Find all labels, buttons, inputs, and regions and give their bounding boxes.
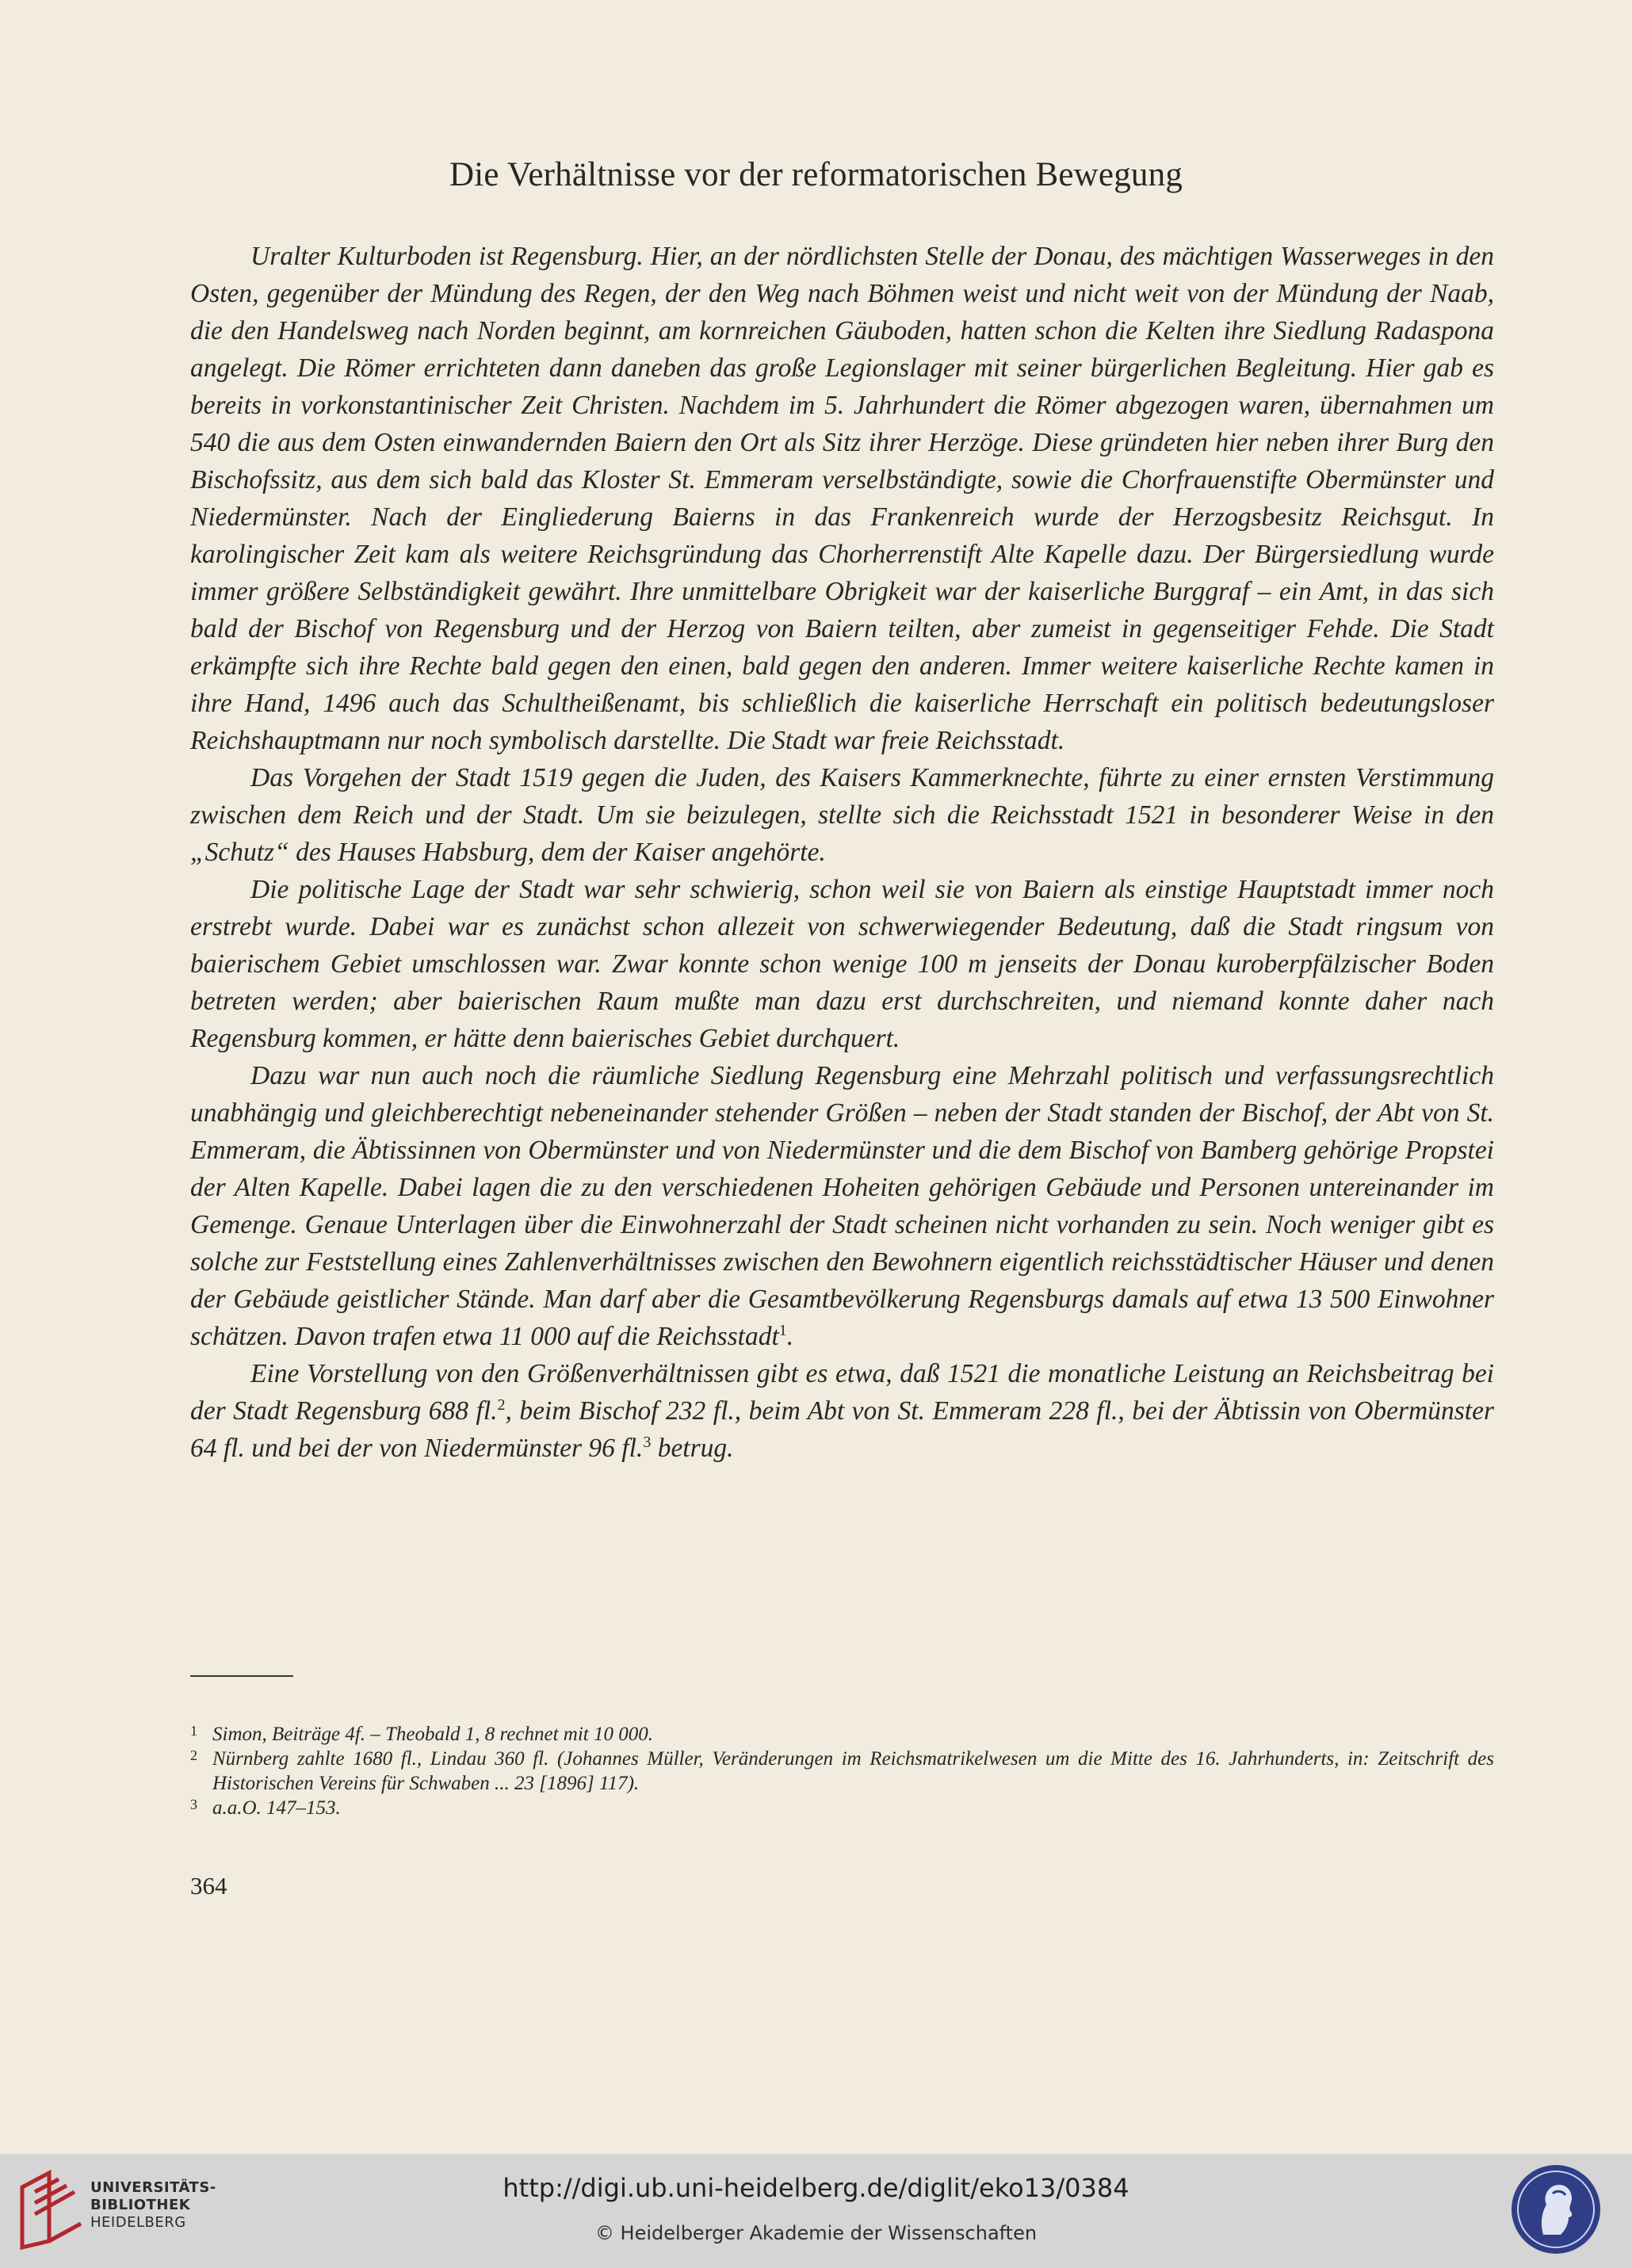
body-text — [190, 238, 1494, 1467]
paragraph-4: Dazu war nun auch noch die räumliche Siedlung Regensburg eine Mehrzahl politisch und verfassungsrechtlich unabhängig und gleichberechtigt nebeneinander stehender Größen – neben der Stadt standen der Bischof, der Abt von St. Emmeram, die Äbtissinnen von Obermünster und von Niedermünster und die dem Bischof von Bamberg gehörige Propstei der Alten Kapelle. Dabei lagen die zu den verschiedenen Hoheiten gehörigen Gebäude und Personen untereinander im Gemenge. Genaue Unterlagen über die Einwohnerzahl der Stadt scheinen nicht vorhanden zu sein. Noch weniger gibt es solche zur Feststellung eines Zahlenverhältnisses zwischen den Bewohnern eigentlich reichsstädtischer Häuser und denen der Gebäude geistlicher Stände. Man darf aber die Gesamtbevölkerung Regensburgs damals auf etwa 13 500 Einwohner schätzen. Davon trafen etwa 11 000 auf die Reichsstadt$^1$. — [190, 1061, 1494, 1351]
permalink-url[interactable]: http://digi.ub.uni-heidelberg.de/diglit/eko13/0384 — [503, 2173, 1129, 2203]
footer-bar — [0, 2154, 1632, 2268]
footnote-number: 1 — [190, 1723, 197, 1739]
footnote-2 — [190, 1747, 1494, 1796]
footnote-text: Nürnberg zahlte 1680 fl., Lindau 360 fl. (Johannes Müller, Veränderungen im Reichsmatrikelwesen um die Mitte des 16. Jahrhunderts, in: Zeitschrift des Historischen Vereins für Schwaben ... 23 [1896] 117). — [212, 1748, 1494, 1794]
paragraph-5-text-b: , beim Bischof 232 fl., beim Abt von St. Emmeram 228 fl., bei der Äbtissin von Obermünster 64 fl. und bei der von Niedermünster 96 fl. — [190, 1396, 1494, 1463]
page-heading: Die Verhältnisse vor der reformatorischen Bewegung — [449, 156, 1183, 193]
paragraph-4-text: Dazu war nun auch noch die räumliche Siedlung Regensburg eine Mehrzahl politisch und verfassungsrechtlich unabhängig und gleichberechtigt nebeneinander stehender Größen – neben der Stadt standen der Bischof, der Abt von St. Emmeram, die Äbtissinnen von Obermünster und von Niedermünster und die dem Bischof von Bamberg gehörige Propstei der Alten Kapelle. Dabei lagen die zu den verschiedenen Hoheiten gehörigen Gebäude und Personen untereinander im Gemenge. Genaue Unterlagen über die Einwohnerzahl der Stadt scheinen nicht vorhanden zu sein. Noch weniger gibt es solche zur Feststellung eines Zahlenverhältnisses zwischen den Bewohnern eigentlich reichsstädtischer Häuser und denen der Gebäude geistlicher Stände. Man darf aber die Gesamtbevölkerung Regensburgs damals auf etwa 13 500 Einwohner schätzen. Davon trafen etwa 11 000 auf die Reichsstadt — [190, 1061, 1494, 1351]
footnote-separator — [190, 1675, 293, 1677]
paragraph-1: Uralter Kulturboden ist Regensburg. Hier, an der nördlichsten Stelle der Donau, des mächtigen Wasserweges in den Osten, gegenüber der Mündung des Regen, der den Weg nach Böhmen weist und nicht weit von der Mündung der Naab, die den Handelsweg nach Norden beginnt, am kornreichen Gäuboden, hatten schon die Kelten ihre Siedlung Radaspona angelegt. Die Römer errichteten dann daneben das große Legionslager mit seiner bürgerlichen Begleitung. Hier gab es bereits in vorkonstantinischer Zeit Christen. Nachdem im 5. Jahrhundert die Römer abgezogen waren, übernahmen um 540 die aus dem Osten einwandernden Baiern den Ort als Sitz ihrer Herzöge. Diese gründeten hier neben ihrer Burg den Bischofssitz, aus dem sich bald das Kloster St. Emmeram verselbständigte, sowie die Chorfrauenstifte Obermünster und Niedermünster. Nach der Eingliederung Baierns in das Frankenreich wurde der Herzogsbesitz Reichsgut. In karolingischer Zeit kam als weitere Reichsgründung das Chorherrenstift Alte Kapelle dazu. Der Bürgersiedlung wurde immer größere Selbständigkeit gewährt. Ihre unmittelbare Obrigkeit war der kaiserliche Burggraf – ein Amt, in das sich bald der Bischof von Regensburg und der Herzog von Baiern teilten, aber zumeist in gegenseitiger Fehde. Die Stadt erkämpfte sich ihre Rechte bald gegen den einen, bald gegen den anderen. Immer weitere kaiserliche Rechte kamen in ihre Hand, 1496 auch das Schultheißenamt, bis schließlich die kaiserliche Herrschaft ein politisch bedeutungsloser Reichshauptmann nur noch symbolisch darstellte. Die Stadt war freie Reichsstadt. — [190, 242, 1494, 755]
paragraph-2: Das Vorgehen der Stadt 1519 gegen die Juden, des Kaisers Kammerknechte, führte zu einer ernsten Verstimmung zwischen dem Reich und der Stadt. Um sie beizulegen, stellte sich die Reichsstadt 1521 in besonderer Weise in den „Schutz“ des Hauses Habsburg, dem der Kaiser angehörte. — [190, 763, 1494, 867]
footnotes — [190, 1722, 1494, 1820]
footnote-ref-2: 2 — [497, 1396, 506, 1414]
library-name-line-1: UNIVERSITÄTS- — [90, 2179, 216, 2196]
footnote-text: Simon, Beiträge 4f. – Theobald 1, 8 rechnet mit 10 000. — [212, 1724, 653, 1745]
footnote-ref-3: 3 — [643, 1433, 652, 1451]
library-name-line-3: HEIDELBERG — [90, 2214, 186, 2231]
academy-seal-icon[interactable] — [1508, 2162, 1603, 2257]
footnote-1 — [190, 1722, 1494, 1747]
footnote-number: 2 — [190, 1747, 197, 1763]
page-number: 364 — [190, 1872, 227, 1900]
paragraph-3: Die politische Lage der Stadt war sehr schwierig, schon weil sie von Baiern als einstige Hauptstadt immer noch erstrebt wurde. Dabei war es zunächst schon allezeit von schwerwiegender Bedeutung, daß die Stadt ringsum von baierischem Gebiet umschlossen war. Zwar konnte schon wenige 100 m jenseits der Donau kuroberpfälzischer Boden betreten werden; aber baierischen Raum mußte man dazu erst durchschreiten, und niemand konnte daher nach Regensburg kommen, er hätte denn baierisches Gebiet durchquert. — [190, 875, 1494, 1053]
paragraph-5 — [190, 1355, 1494, 1467]
paragraph-5-text-a: Eine Vorstellung von den Größenverhältnissen gibt es etwa, daß 1521 die monatliche Leistung an Reichsbeitrag bei der Stadt Regensburg 688 fl. — [190, 1359, 1494, 1426]
paragraph-5-text-c: betrug. — [651, 1434, 734, 1463]
copyright-notice: © Heidelberger Akademie der Wissenschaften — [594, 2222, 1038, 2244]
footnote-text: a.a.O. 147–153. — [212, 1797, 341, 1819]
footnote-ref-1: 1 — [778, 1321, 787, 1339]
footnote-number: 3 — [190, 1796, 197, 1812]
library-name-line-2: BIBLIOTHEK — [90, 2197, 191, 2213]
footnote-3 — [190, 1796, 1494, 1820]
